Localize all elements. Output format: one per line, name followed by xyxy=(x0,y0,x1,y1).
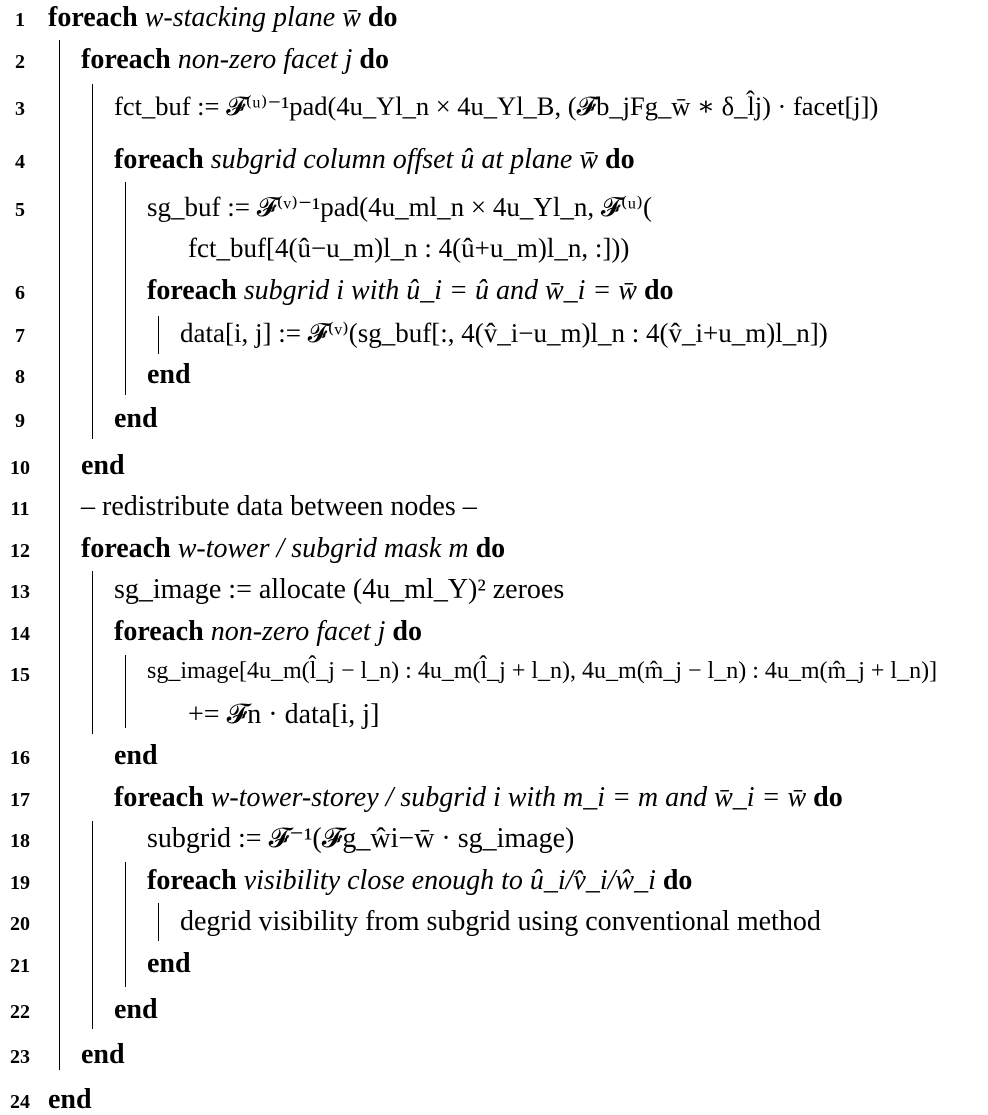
keyword-foreach: foreach xyxy=(147,275,237,306)
algo-line-16 xyxy=(114,742,158,770)
algo-line-2 xyxy=(81,46,389,74)
keyword-end: end xyxy=(81,450,125,481)
loop-condition: visibility close enough to û_i/v̂_i/ŵ_i xyxy=(243,865,656,896)
keyword-end: end xyxy=(114,403,158,434)
line-number: 18 xyxy=(10,830,30,852)
line-number: 24 xyxy=(10,1091,30,1113)
algo-line-4 xyxy=(114,146,635,174)
algo-line-5: sg_buf := 𝓕⁽ᵛ⁾⁻¹pad(4u_ml_n × 4u_Υl_n, 𝓕⁽ᵘ⁾( xyxy=(147,192,652,222)
keyword-foreach: foreach xyxy=(114,782,204,813)
keyword-foreach: foreach xyxy=(81,533,171,564)
line-number: 17 xyxy=(10,789,30,811)
algo-line-24 xyxy=(48,1086,92,1114)
line-number: 1 xyxy=(15,9,25,31)
block-bar-level3 xyxy=(125,655,126,728)
keyword-end: end xyxy=(114,994,158,1025)
line-number: 8 xyxy=(15,366,25,388)
keyword-end: end xyxy=(48,1084,92,1115)
algo-line-18: subgrid := 𝓕⁻¹(𝓕g_ŵi−w̄ · sg_image) xyxy=(147,823,575,854)
line-number: 5 xyxy=(15,199,25,221)
algo-line-7: data[i, j] := 𝓕⁽ᵛ⁾(sg_buf[:, 4(v̂_i−u_m)l_n : 4(v̂_i+u_m)l_n]) xyxy=(180,318,828,348)
algo-line-8 xyxy=(147,361,191,389)
line-number: 11 xyxy=(10,498,30,520)
loop-condition: w-stacking plane w̄ xyxy=(144,2,361,33)
line-number: 21 xyxy=(10,955,30,977)
loop-condition: non-zero facet j xyxy=(210,616,386,647)
block-bar-level2 xyxy=(92,571,93,734)
algo-line-21 xyxy=(147,950,191,978)
line-number: 23 xyxy=(10,1046,30,1068)
algo-line-14 xyxy=(114,618,422,646)
block-bar-level4 xyxy=(158,316,159,354)
algo-line-20: degrid visibility from subgrid using conventional method xyxy=(180,906,821,937)
algo-line-10 xyxy=(81,452,125,480)
algo-line-22 xyxy=(114,996,158,1024)
keyword-foreach: foreach xyxy=(147,865,237,896)
line-number: 16 xyxy=(10,747,30,769)
line-number: 13 xyxy=(10,581,30,603)
line-number: 3 xyxy=(15,98,25,120)
keyword-end: end xyxy=(114,740,158,771)
algo-line-12 xyxy=(81,535,505,563)
line-number: 6 xyxy=(15,282,25,304)
algo-line-17 xyxy=(114,784,843,812)
algo-line-9 xyxy=(114,405,158,433)
algo-line-1 xyxy=(48,4,397,32)
block-bar-level3 xyxy=(125,862,126,987)
algo-line-23 xyxy=(81,1041,125,1069)
loop-condition: w-tower / subgrid mask m xyxy=(177,533,469,564)
keyword-do: do xyxy=(392,616,422,647)
loop-condition: non-zero facet j xyxy=(177,44,353,75)
keyword-do: do xyxy=(475,533,506,564)
block-bar-level2 xyxy=(92,821,93,1029)
loop-condition: subgrid column offset û at plane w̄ xyxy=(210,144,599,175)
algo-line-19 xyxy=(147,867,692,895)
keyword-do: do xyxy=(662,865,693,896)
block-bar-level3 xyxy=(125,182,126,395)
line-number: 14 xyxy=(10,623,30,645)
keyword-do: do xyxy=(367,2,398,33)
line-number: 9 xyxy=(15,410,25,432)
keyword-do: do xyxy=(605,144,635,175)
keyword-foreach: foreach xyxy=(114,144,204,175)
keyword-do: do xyxy=(643,275,674,306)
keyword-end: end xyxy=(81,1039,125,1070)
block-bar-level2 xyxy=(92,84,93,439)
keyword-end: end xyxy=(147,948,191,979)
loop-condition: w-tower-storey / subgrid i with m_i = m and w̄_i = w̄ xyxy=(210,782,807,813)
algo-line-13: sg_image := allocate (4u_ml_Υ)² zeroes xyxy=(114,574,565,605)
algo-line-5-continuation: fct_buf[4(û−u_m)l_n : 4(û+u_m)l_n, :])) xyxy=(188,233,630,263)
algo-line-6 xyxy=(147,277,674,305)
keyword-end: end xyxy=(147,359,191,390)
line-number: 2 xyxy=(15,51,25,73)
line-number: 19 xyxy=(10,872,30,894)
line-number: 15 xyxy=(10,664,30,686)
line-number: 10 xyxy=(10,457,30,479)
line-number: 12 xyxy=(10,540,30,562)
algo-line-11: – redistribute data between nodes – xyxy=(81,491,477,522)
keyword-do: do xyxy=(359,44,389,75)
keyword-foreach: foreach xyxy=(81,44,171,75)
line-number: 7 xyxy=(15,325,25,347)
line-number: 4 xyxy=(15,151,25,173)
loop-condition: subgrid i with û_i = û and w̄_i = w̄ xyxy=(243,275,637,306)
block-bar-level1 xyxy=(59,40,60,1070)
algo-line-15: sg_image[4u_m(l̂_j − l_n) : 4u_m(l̂_j + l_n), 4u_m(m̂_j − l_n) : 4u_m(m̂_j + l_n)] xyxy=(147,658,938,684)
line-number: 22 xyxy=(10,1001,30,1023)
keyword-do: do xyxy=(813,782,843,813)
keyword-foreach: foreach xyxy=(114,616,204,647)
line-number: 20 xyxy=(10,913,30,935)
algo-line-3: fct_buf := 𝓕⁽ᵘ⁾⁻¹pad(4u_Υl_n × 4u_Υl_B, (𝓕b_jFg_w̄ ∗ δ_l̂j) · facet[j]) xyxy=(114,91,879,121)
algo-line-15-continuation: += 𝓕n · data[i, j] xyxy=(188,699,380,730)
block-bar-level4 xyxy=(158,903,159,941)
keyword-foreach: foreach xyxy=(48,2,138,33)
